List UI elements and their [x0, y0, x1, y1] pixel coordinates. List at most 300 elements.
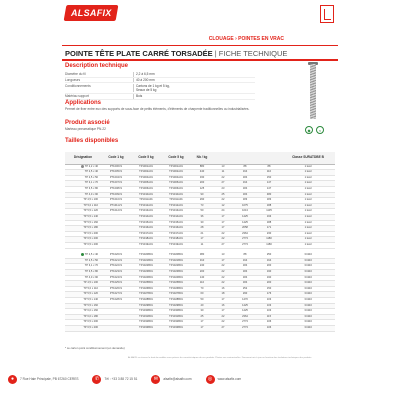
table-cell: TP1013A01 — [161, 209, 191, 215]
table-cell: 2773 — [233, 243, 257, 249]
table-cell: 1075 — [233, 203, 257, 209]
data-sheet-page — [62, 0, 338, 400]
table-cell: 190 — [257, 270, 281, 276]
table-cell: 184 — [233, 187, 257, 193]
column-header — [257, 152, 281, 164]
description-label: Matériau support — [65, 94, 89, 99]
table-cell: PT1027V1 — [101, 292, 131, 298]
description-label: Conditionnements — [65, 84, 91, 89]
alsafix-logo — [64, 5, 119, 21]
table-cell: 3 kWd — [281, 298, 335, 304]
table-cell: 1425 — [233, 220, 257, 226]
table-cell: TP1018A01 — [131, 237, 161, 243]
table-cell: 1 kwd — [281, 175, 335, 181]
table-cell: 16 — [213, 286, 233, 292]
table-cell: 164 — [233, 258, 257, 264]
column-header: Code 5 kg — [161, 152, 191, 164]
designation-text: TP 3,5 x 80 — [84, 187, 98, 191]
table-cell: TP1020B01 — [131, 253, 161, 258]
table-cell: 103 — [257, 309, 281, 315]
table-cell: 3 kWd — [281, 275, 335, 281]
table-cell: 252 — [233, 286, 257, 292]
designation-text: TP 5,0 x 110 — [83, 203, 98, 207]
designation-text: TP 5,5 x 140 — [83, 298, 98, 302]
table-cell: 70 — [191, 286, 213, 292]
table-cell: 17 — [191, 320, 213, 326]
table-cell: TP1017A01 — [131, 231, 161, 237]
table-cell: PT1004V1 — [101, 175, 131, 181]
column-header: Code 5 kg — [131, 152, 161, 164]
table-cell: 106 — [257, 326, 281, 332]
table-cell: PT1022V1 — [101, 264, 131, 270]
table-cell: TP1021B01 — [131, 258, 161, 264]
table-cell: 2773 — [233, 237, 257, 243]
table-cell: TP1029B01 — [161, 303, 191, 309]
designation-text: TP 6,5 x 200 — [83, 231, 98, 235]
table-cell: TP1024B01 — [161, 275, 191, 281]
designation-text: TP 5,5 x 120 — [83, 292, 98, 296]
table-cell: 150 — [257, 175, 281, 181]
table-cell: 140 — [191, 275, 213, 281]
table-cell: 193 — [257, 215, 281, 221]
table-cell: 22 — [213, 264, 233, 270]
table-cell: 22 — [213, 275, 233, 281]
table-cell: 22 — [213, 198, 233, 204]
table-cell: 183 — [233, 198, 257, 204]
title-sub: | FICHE TECHNIQUE — [214, 49, 288, 58]
table-cell: 880 — [191, 164, 213, 170]
table-cell: TP1019A01 — [161, 243, 191, 249]
table-cell: 27 — [213, 181, 233, 187]
table-cell: 290 — [191, 198, 213, 204]
table-cell: TP1032B01 — [131, 320, 161, 326]
table-cell: TP1033B01 — [131, 326, 161, 332]
table-cell: 30 — [191, 309, 213, 315]
table-cell: TP1025B01 — [161, 281, 191, 287]
table-cell: 50 — [191, 298, 213, 304]
table-cell: TP1015A01 — [161, 220, 191, 226]
table-cell: TP1006A01 — [131, 187, 161, 193]
table-cell: 22 — [213, 270, 233, 276]
table-cell: 3 kWd — [281, 286, 335, 292]
table-cell: PT1028V1 — [101, 298, 131, 304]
table-cell: 22 — [213, 320, 233, 326]
designation-text: TP 3,5 x 80 — [84, 270, 98, 274]
table-cell: TP1022B01 — [161, 264, 191, 270]
designation-text: TP 6,0 x 160 — [83, 309, 98, 313]
table-cell: 3 kWd — [281, 258, 335, 264]
table-cell: 3 kWd — [281, 292, 335, 298]
table-cell: 1425 — [233, 303, 257, 309]
designation-text: TP 4,0 x 90 — [84, 192, 98, 196]
website-text[interactable]: www.alsafix.com — [217, 377, 242, 381]
table-cell: TP1023B01 — [161, 270, 191, 276]
table-cell: 200 — [257, 264, 281, 270]
table-cell: TP1020B01 — [161, 253, 191, 258]
table-cell: 17 — [191, 237, 213, 243]
table-cell: 1470 — [233, 298, 257, 304]
table-cell: 440 — [191, 170, 213, 176]
table-cell: 3 kWd — [281, 281, 335, 287]
table-cell: 12 — [213, 203, 233, 209]
table-cell: 150 — [257, 286, 281, 292]
table-cell: 3 kWd — [281, 253, 335, 258]
table-cell: PT1005V1 — [101, 170, 131, 176]
table-cell: PT1008V1 — [101, 187, 131, 193]
address-text: 7 Rue Haie Principale, PB 67260 CERES — [20, 377, 79, 381]
designation-text: TP 5,5 x 140 — [83, 215, 98, 219]
designation-text: TP 4,5 x 100 — [83, 281, 98, 285]
column-header: Nb / kg — [191, 152, 213, 164]
designation-text: TP 3,1 x 70 — [84, 264, 98, 268]
table-cell: 22 — [213, 237, 233, 243]
table-cell: TP1021B01 — [161, 258, 191, 264]
table-cell: 103 — [257, 298, 281, 304]
table-cell: 290 — [233, 292, 257, 298]
table-cell: 110 — [257, 170, 281, 176]
table-cell: 184 — [233, 192, 257, 198]
table-cell: TP1014A01 — [161, 215, 191, 221]
email-icon: ✉ — [151, 375, 160, 384]
table-cell: 1180 — [257, 243, 281, 249]
table-cell: 17 — [213, 309, 233, 315]
description-value: Cartons de 1 kg et 5 kg, Seaux de 5 kg — [133, 84, 177, 92]
table-cell: 240 — [191, 264, 213, 270]
email-text[interactable]: alsafix@alsafix.com — [163, 377, 192, 381]
description-row — [65, 94, 255, 100]
twisted-nail-image — [310, 64, 316, 119]
table-cell: 184 — [233, 270, 257, 276]
sizes-table-body — [65, 164, 335, 331]
table-cell: TP1005A01 — [161, 181, 191, 187]
table-cell: TP1006A01 — [161, 187, 191, 193]
table-cell: TP1014A01 — [131, 215, 161, 221]
description-label: Longueurs — [65, 77, 81, 82]
table-cell: TP1015A01 — [131, 220, 161, 226]
table-cell: 2773 — [233, 326, 257, 332]
table-cell: TP1011A01 — [161, 198, 191, 204]
phone-icon: ✆ — [92, 375, 101, 384]
table-cell: 200 — [191, 270, 213, 276]
table-cell: PT1010V1 — [101, 198, 131, 204]
table-cell: PT1012V1 — [101, 209, 131, 215]
table-cell: TP1027B01 — [161, 292, 191, 298]
table-cell: TP1004A01 — [161, 175, 191, 181]
designation-text: TP 2,5 x 50 — [84, 258, 98, 262]
description-value: 2,2 à 6,5 mm — [133, 72, 177, 77]
table-cell: PT1011V1 — [101, 203, 131, 209]
table-cell: 184 — [233, 275, 257, 281]
globe-icon: ◎ — [206, 375, 215, 384]
column-header — [213, 152, 233, 164]
nail-head-icon: ◆ — [305, 126, 313, 134]
table-cell: TP1005A01 — [131, 181, 161, 187]
table-cell: 88 — [233, 164, 257, 170]
applications-heading: Applications — [65, 100, 102, 106]
table-cell: 21 — [191, 231, 213, 237]
table-cell: 3 kWd — [281, 314, 335, 320]
table-cell: 1 kwd — [281, 226, 335, 232]
table-cell: 164 — [233, 170, 257, 176]
table-cell: TP1026B01 — [161, 286, 191, 292]
table-cell: 330 — [191, 175, 213, 181]
associated-heading: Produit associé — [65, 120, 110, 126]
table-cell: 176 — [257, 292, 281, 298]
table-cell: PT1006V1 — [101, 164, 131, 170]
description-heading: Description technique — [65, 63, 129, 69]
table-cell: PT1023V1 — [101, 270, 131, 276]
breadcrumb-divider — [62, 45, 338, 46]
table-cell: 18 — [213, 292, 233, 298]
table-cell: TP1017A01 — [161, 231, 191, 237]
title-main: POINTE TÊTE PLATE CARRÉ TORSADÉE — [65, 49, 213, 58]
table-cell: 380 — [191, 253, 213, 258]
table-cell: TP1019A01 — [131, 243, 161, 249]
table-cell: TP1022B01 — [131, 264, 161, 270]
table-cell: 13 — [213, 164, 233, 170]
table-cell: 147 — [257, 187, 281, 193]
footnote: * ce carton point conditionnement (en demande) — [65, 346, 125, 350]
table-cell: TP1011A01 — [131, 198, 161, 204]
table-cell: 200 — [257, 281, 281, 287]
table-cell: PT1021V1 — [101, 258, 131, 264]
table-cell: TP1012A01 — [131, 203, 161, 209]
table-cell: 3 kWd — [281, 326, 335, 332]
table-cell: 28 — [191, 226, 213, 232]
column-header — [233, 152, 257, 164]
table-cell: 50 — [191, 209, 213, 215]
finish-dot-icon — [81, 253, 84, 256]
table-cell: 3 kWd — [281, 309, 335, 315]
product-icons — [305, 126, 324, 134]
table-cell: 25 — [191, 314, 213, 320]
table-cell: TP1030B01 — [161, 309, 191, 315]
location-icon: ● — [8, 375, 17, 384]
table-cell: 200 — [191, 181, 213, 187]
table-cell: TP1026B01 — [131, 286, 161, 292]
logo-text: ALSAFIX — [70, 8, 112, 18]
designation-text: TP 6,0 x 180 — [83, 314, 98, 318]
table-row — [65, 326, 335, 332]
table-cell: 1135 — [257, 209, 281, 215]
column-header: Classe SURATDBE B — [281, 152, 335, 164]
table-cell: 60 — [191, 292, 213, 298]
designation-text: TP 6,5 x 200 — [83, 320, 98, 324]
table-cell: PT1026V1 — [101, 286, 131, 292]
table-cell: 164 — [233, 181, 257, 187]
designation-text: TP 4,0 x 90 — [84, 275, 98, 279]
designation-cell — [65, 326, 101, 332]
designation-text: TP 6,5 x 200 — [83, 243, 98, 246]
table-cell: TP1010A01 — [131, 192, 161, 198]
table-cell: 125 — [191, 187, 213, 193]
table-cell: TP1016A01 — [131, 226, 161, 232]
table-cell: 17 — [213, 258, 233, 264]
table-cell: TP1018A01 — [161, 237, 191, 243]
table-cell: 2364 — [233, 314, 257, 320]
table-cell: PT1020V1 — [101, 253, 131, 258]
designation-text: TP 6,5 x 200 — [83, 237, 98, 241]
table-cell: 147 — [257, 181, 281, 187]
table-cell: 17 — [213, 215, 233, 221]
table-cell: 90 — [191, 192, 213, 198]
table-cell: 27 — [213, 326, 233, 332]
table-cell: 16 — [213, 303, 233, 309]
table-cell: TP1025B01 — [131, 281, 161, 287]
table-cell: 3 kWd — [281, 320, 335, 326]
table-cell: TP1002A01 — [131, 170, 161, 176]
table-cell: 17 — [213, 298, 233, 304]
twist-icon: ≈ — [316, 126, 324, 134]
table-cell: 13 — [213, 253, 233, 258]
table-cell: TP1029B01 — [131, 303, 161, 309]
table-cell: 103 — [257, 303, 281, 309]
table-cell: TP1031B01 — [131, 314, 161, 320]
sizes-heading: Tailles disponibles — [65, 138, 119, 144]
table-cell: 188 — [257, 203, 281, 209]
table-cell: 17 — [213, 226, 233, 232]
table-header-row — [65, 152, 335, 164]
designation-text: TP 2,5 x 40 — [84, 253, 98, 257]
table-cell: 17 — [191, 326, 213, 332]
table-cell: 30 — [191, 220, 213, 226]
table-cell: 183 — [257, 198, 281, 204]
table-cell: 1 kwd — [281, 243, 335, 249]
table-cell: 230 — [257, 231, 281, 237]
table-cell: 164 — [257, 258, 281, 264]
table-cell: TP1002A01 — [161, 170, 191, 176]
designation-text: TP 5,5 x 160 — [83, 220, 98, 224]
designation-text: TP 3,1 x 70 — [84, 181, 98, 185]
table-cell: 110 — [191, 281, 213, 287]
applications-text: Permet de fixer entre eux des supports de sous-face de petits éléments, d'éléments de charpente traditionnelles ou industrialisées. — [65, 107, 250, 111]
footer — [0, 366, 400, 392]
table-cell: TP1028B01 — [131, 298, 161, 304]
table-cell: 2773 — [233, 320, 257, 326]
table-cell: 17 — [213, 220, 233, 226]
table-cell: TP1028B01 — [161, 298, 191, 304]
sizes-table — [65, 152, 335, 332]
table-cell: 24 — [213, 209, 233, 215]
table-cell: 22 — [213, 314, 233, 320]
table-cell: 2364 — [233, 231, 257, 237]
table-cell: 1 kwd — [281, 220, 335, 226]
table-cell: 27 — [213, 243, 233, 249]
description-row — [65, 83, 255, 94]
table-cell: 3 kWd — [281, 303, 335, 309]
table-cell: 23 — [213, 187, 233, 193]
designation-text: TP 5,0 x 110 — [83, 286, 98, 290]
table-cell: TP1030B01 — [131, 309, 161, 315]
footer-website[interactable] — [206, 375, 242, 384]
finish-dot-icon — [81, 165, 84, 168]
table-cell: 188 — [257, 220, 281, 226]
table-cell: TP1010A01 — [161, 192, 191, 198]
table-cell: 171 — [257, 226, 281, 232]
table-cell: 1 kwd — [281, 209, 335, 215]
table-cell: 22 — [213, 281, 233, 287]
table-cell: 11 — [191, 243, 213, 249]
table-cell: 88 — [233, 253, 257, 258]
table-cell: 3 kWd — [281, 264, 335, 270]
table-cell: TP1001A01 — [161, 164, 191, 170]
table-cell: 22 — [213, 175, 233, 181]
table-cell: 1 kwd — [281, 164, 335, 170]
table-cell — [101, 326, 131, 332]
breadcrumb: CLOUAGE › POINTES EN VRAC — [208, 36, 284, 42]
table-cell: 88 — [257, 164, 281, 170]
table-cell: 184 — [233, 264, 257, 270]
corner-bracket-icon — [320, 5, 334, 23]
table-cell: 106 — [257, 320, 281, 326]
designation-text: TP 5,5 x 160 — [83, 303, 98, 307]
table-cell: 1 kwd — [281, 203, 335, 209]
table-cell: PT1009V1 — [101, 192, 131, 198]
table-cell: TP1016A01 — [161, 226, 191, 232]
table-cell: 310 — [191, 258, 213, 264]
table-cell: 1 kwd — [281, 198, 335, 204]
table-cell: 1425 — [233, 309, 257, 315]
footer-phone[interactable] — [92, 375, 137, 384]
description-value: 40 à 200 mm — [133, 78, 177, 83]
designation-text: TP 4,5 x 100 — [83, 198, 98, 202]
description-value: Bois — [133, 94, 177, 99]
table-cell: 1 kwd — [281, 181, 335, 187]
table-cell: 1 kwd — [281, 215, 335, 221]
table-cell: 25 — [213, 192, 233, 198]
table-cell: TP1001A01 — [131, 164, 161, 170]
table-cell: PT1007V1 — [101, 181, 131, 187]
table-cell: 11 — [213, 170, 233, 176]
table-cell: PT1025V1 — [101, 281, 131, 287]
table-cell: 22 — [213, 231, 233, 237]
table-cell: TP1024B01 — [131, 275, 161, 281]
table-cell: TP1032B01 — [161, 320, 191, 326]
designation-text: TP 5,5 x 180 — [83, 226, 98, 230]
designation-text: TP 6,5 x 200 — [83, 326, 98, 329]
description-label: Diamètre du fil — [65, 72, 86, 76]
table-cell: 184 — [233, 281, 257, 287]
table-cell: 1 kwd — [281, 237, 335, 243]
description-table — [65, 72, 255, 100]
table-cell: TP1012A01 — [161, 203, 191, 209]
table-cell: TP1004A01 — [131, 175, 161, 181]
table-cell: 3 kWd — [281, 270, 335, 276]
phone-text[interactable]: Tél : +33 3 88 72 15 51 — [104, 377, 138, 381]
table-cell: 190 — [257, 275, 281, 281]
table-cell: 1 kwd — [281, 231, 335, 237]
table-cell: 1 kwd — [281, 192, 335, 198]
table-cell: PT1024V1 — [101, 275, 131, 281]
designation-text: TP 2,5 x 50 — [84, 175, 98, 179]
table-cell: 1013 — [233, 209, 257, 215]
designation-text: TP 2,5 x 40 — [84, 170, 98, 174]
table-cell: 40 — [191, 303, 213, 309]
table-cell: TP1013A01 — [131, 209, 161, 215]
table-cell: 36 — [191, 215, 213, 221]
table-cell: TP1033B01 — [161, 326, 191, 332]
table-cell: TP1027B01 — [131, 292, 161, 298]
table-cell: 250 — [257, 253, 281, 258]
table-cell: TP1023B01 — [131, 270, 161, 276]
table-cell: 480 — [257, 192, 281, 198]
table-cell: 115 — [257, 314, 281, 320]
table-cell: 1425 — [233, 215, 257, 221]
fine-print: ALSAFIX se réserve le droit de modifier sans préavis les caractéristiques de ses produits. Photos non contractuelles. Document mis à jour en fonction des évolutions techniques des produits. — [128, 357, 312, 359]
designation-text: TP 5,5 x 120 — [83, 209, 98, 213]
designation-text: TP 2,2 x 40 — [84, 164, 98, 168]
footer-email[interactable] — [151, 375, 191, 384]
